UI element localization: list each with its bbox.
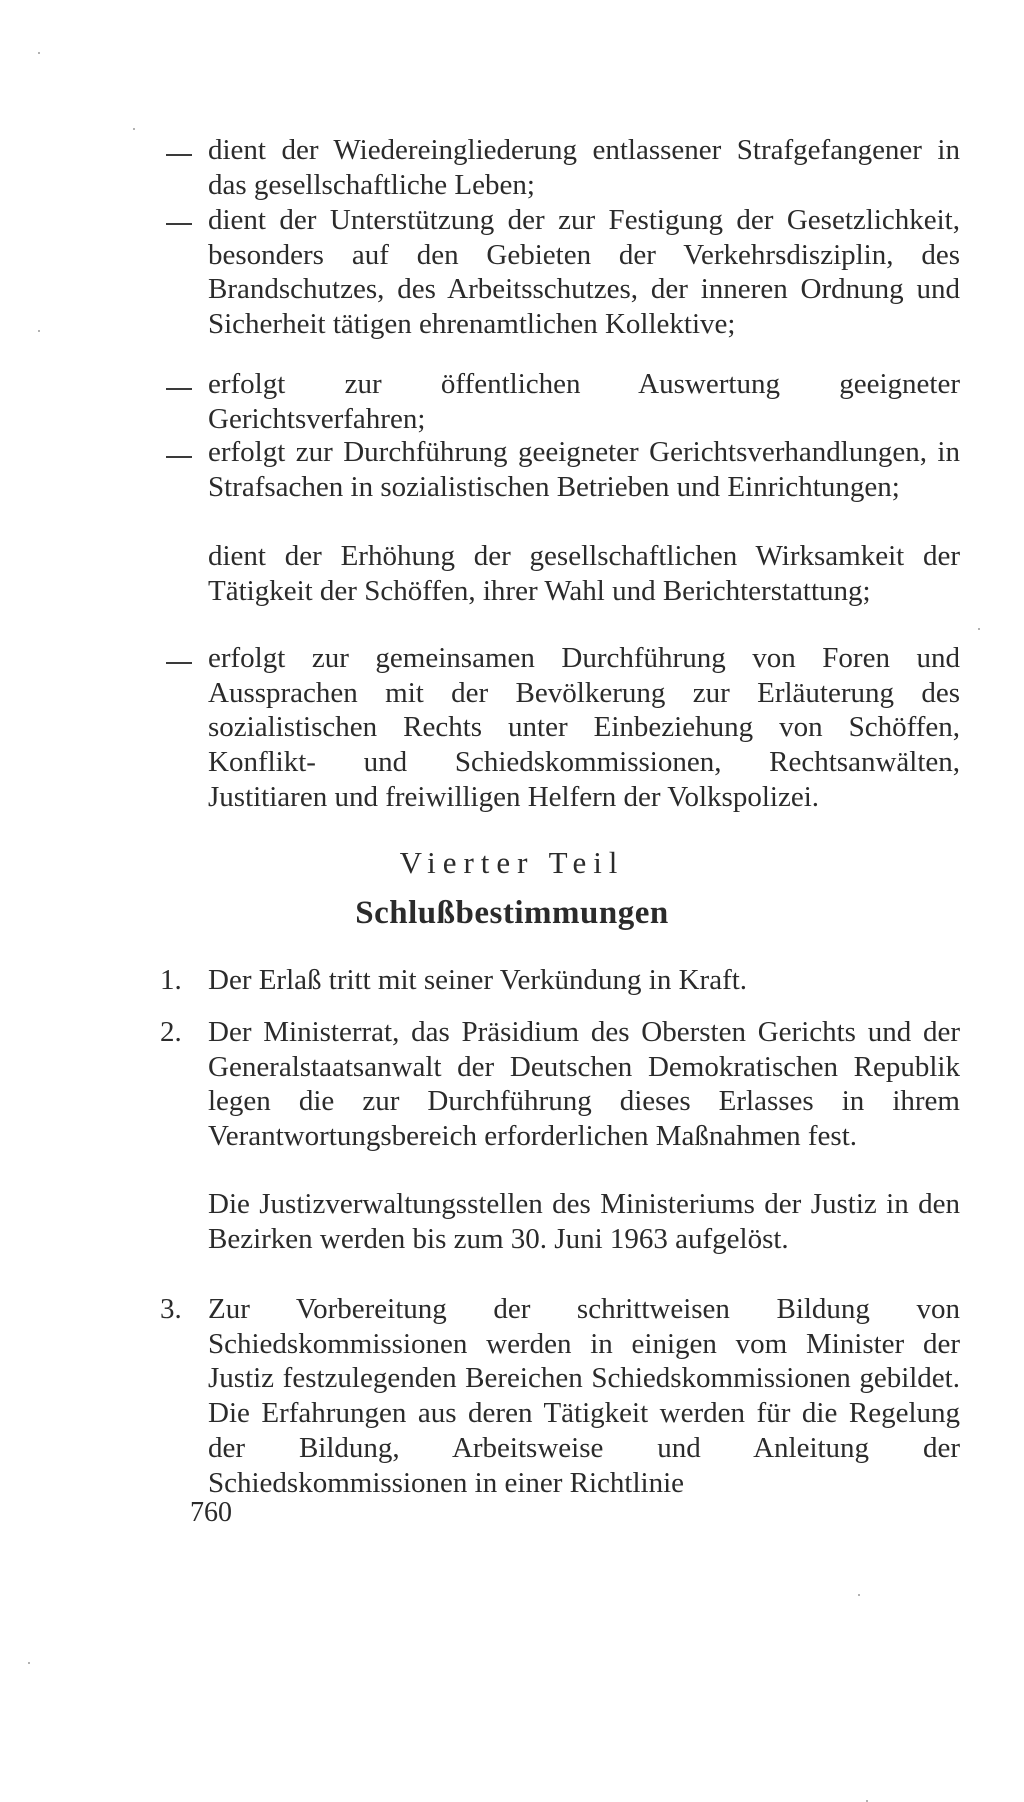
part-heading: Vierter Teil <box>399 845 625 880</box>
scan-speck <box>858 1594 860 1596</box>
list-item: dient der Wiedereingliederung entlassener Strafgefangener in das gesellschaftliche Leben; <box>208 134 960 201</box>
scan-speck <box>38 330 40 332</box>
scan-speck <box>28 1662 30 1664</box>
list-dash <box>166 223 192 225</box>
item-number: 1. <box>160 964 182 996</box>
list-dash <box>166 154 192 156</box>
section-title: Schlußbestimmungen <box>355 895 669 931</box>
scan-speck <box>133 128 135 130</box>
list-item: erfolgt zur öffentlichen Auswertung geeigneter Gerichtsverfahren; <box>208 368 960 435</box>
numbered-item-continuation: Die Justizverwaltungsstellen des Ministeriums der Justiz in den Bezirken werden bis zum 30. Juni 1963 aufgelöst. <box>208 1188 960 1255</box>
scan-speck <box>978 628 980 630</box>
list-dash <box>166 456 192 458</box>
list-dash <box>166 388 192 390</box>
page-number: 760 <box>190 1497 232 1528</box>
item-number: 2. <box>160 1016 182 1048</box>
list-item: erfolgt zur gemeinsamen Durchführung von Foren und Aussprachen mit der Bevölkerung zur Erläuterung des sozialistischen Rechts unter Einbeziehung von Schöffen, Konflikt- und Schiedskommissionen, Rechtsanwälten, Justitiaren und freiwilligen Helfern der Volkspolizei. <box>208 642 960 813</box>
item-number: 3. <box>160 1293 182 1325</box>
list-item: dient der Unterstützung der zur Festigung der Gesetzlichkeit, besonders auf den Gebieten der Verkehrsdisziplin, des Brandschutzes, des Arbeitsschutzes, der inneren Ordnung und Sicherheit tätigen ehrenamtlichen Kollektive; <box>208 204 960 341</box>
scan-speck <box>38 52 40 54</box>
numbered-item-text: Der Erlaß tritt mit seiner Verkündung in Kraft. <box>208 964 748 996</box>
list-dash <box>166 662 192 664</box>
list-item: erfolgt zur Durchführung geeigneter Gerichtsverhandlungen, in Strafsachen in sozialistischen Betrieben und Einrichtungen; <box>208 436 960 503</box>
numbered-item-text: Zur Vorbereitung der schrittweisen Bildung von Schiedskommissionen werden in einigen vom Minister der Justiz festzulegenden Bereichen Schiedskommissionen gebildet. Die Erfahrungen aus deren Tätigkeit werden für die Regelung der Bildung, Arbeitsweise und Anleitung der Schiedskommissionen in einer Richtlinie <box>208 1293 960 1499</box>
list-item: dient der Erhöhung der gesellschaftlichen Wirksamkeit der Tätigkeit der Schöffen, ihrer Wahl und Berichterstattung; <box>208 540 960 607</box>
numbered-item-text: Der Ministerrat, das Präsidium des Obersten Gerichts und der Generalstaatsanwalt der Deutschen Demokratischen Republik legen die zur Durchführung dieses Erlasses in ihrem Verantwortungsbereich erforderlichen Maßnahmen fest. <box>208 1016 960 1153</box>
